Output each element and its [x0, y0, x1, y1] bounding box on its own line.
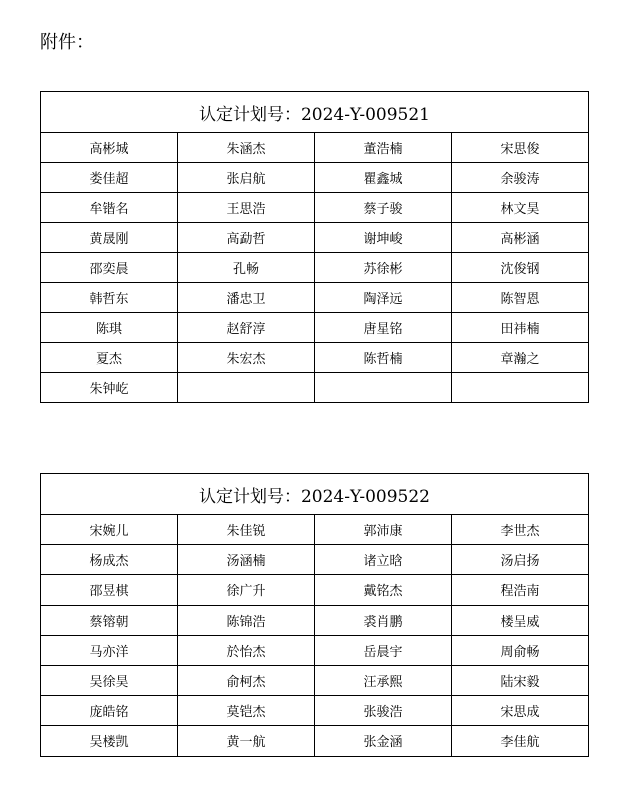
name-cell — [452, 373, 589, 403]
name-cell: 章瀚之 — [452, 343, 589, 373]
name-cell: 宋思俊 — [452, 133, 589, 163]
name-cell: 张骏浩 — [315, 696, 452, 726]
attachment-label: 附件： — [40, 32, 94, 53]
name-cell: 朱钟屹 — [41, 373, 178, 403]
table-row — [41, 726, 589, 756]
name-cell: 林文昊 — [452, 193, 589, 223]
name-cell: 娄佳超 — [41, 163, 178, 193]
name-cell: 岳晨宇 — [315, 635, 452, 665]
table-row — [41, 313, 589, 343]
table-row — [41, 605, 589, 635]
name-cell — [178, 373, 315, 403]
name-cell: 苏徐彬 — [315, 253, 452, 283]
name-cell: 田祎楠 — [452, 313, 589, 343]
plan-title-row — [41, 474, 589, 515]
table-row — [41, 545, 589, 575]
name-cell: 邵奕晨 — [41, 253, 178, 283]
name-cell: 余骏涛 — [452, 163, 589, 193]
name-cell: 张启航 — [178, 163, 315, 193]
name-cell: 陈智恩 — [452, 283, 589, 313]
name-cell: 吴徐昊 — [41, 665, 178, 695]
name-cell — [315, 373, 452, 403]
table-row — [41, 193, 589, 223]
name-cell: 宋婉儿 — [41, 515, 178, 545]
name-cell: 俞柯杰 — [178, 665, 315, 695]
name-cell: 楼呈威 — [452, 605, 589, 635]
name-cell: 汪承熙 — [315, 665, 452, 695]
name-cell: 庞皓铭 — [41, 696, 178, 726]
name-cell: 宋思成 — [452, 696, 589, 726]
name-cell: 蔡镕朝 — [41, 605, 178, 635]
name-cell: 戴铭杰 — [315, 575, 452, 605]
name-cell: 李世杰 — [452, 515, 589, 545]
name-cell: 高勐哲 — [178, 223, 315, 253]
table-row — [41, 665, 589, 695]
name-cell: 潘忠卫 — [178, 283, 315, 313]
name-cell: 赵舒淳 — [178, 313, 315, 343]
table-row — [41, 575, 589, 605]
name-cell: 蔡子骏 — [315, 193, 452, 223]
name-cell: 邵昱棋 — [41, 575, 178, 605]
table-row — [41, 163, 589, 193]
name-cell: 唐星铭 — [315, 313, 452, 343]
name-cell: 黄晟刚 — [41, 223, 178, 253]
name-cell: 吴楼凯 — [41, 726, 178, 756]
name-cell: 陶泽远 — [315, 283, 452, 313]
name-cell: 高彬涵 — [452, 223, 589, 253]
name-cell: 郭沛康 — [315, 515, 452, 545]
name-cell: 黄一航 — [178, 726, 315, 756]
name-cell: 马亦洋 — [41, 635, 178, 665]
name-cell: 陈哲楠 — [315, 343, 452, 373]
name-cell: 陆宋毅 — [452, 665, 589, 695]
name-cell: 徐广升 — [178, 575, 315, 605]
name-cell: 高彬城 — [41, 133, 178, 163]
name-cell: 王思浩 — [178, 193, 315, 223]
plan-table-body — [41, 92, 589, 403]
table-row — [41, 373, 589, 403]
plan-table-1 — [40, 91, 589, 403]
name-cell: 孔畅 — [178, 253, 315, 283]
name-cell: 汤涵楠 — [178, 545, 315, 575]
table-row — [41, 253, 589, 283]
name-cell: 莫铠杰 — [178, 696, 315, 726]
name-cell: 张金涵 — [315, 726, 452, 756]
name-cell: 朱宏杰 — [178, 343, 315, 373]
plan-table-body — [41, 474, 589, 757]
name-cell: 沈俊钢 — [452, 253, 589, 283]
name-cell: 夏杰 — [41, 343, 178, 373]
name-cell: 李佳航 — [452, 726, 589, 756]
plan-title: 认定计划号：2024-Y-009521 — [41, 92, 589, 133]
table-row — [41, 223, 589, 253]
table-row — [41, 696, 589, 726]
name-cell: 朱佳锐 — [178, 515, 315, 545]
name-cell: 牟锴名 — [41, 193, 178, 223]
table-row — [41, 635, 589, 665]
name-cell: 杨成杰 — [41, 545, 178, 575]
name-cell: 陈琪 — [41, 313, 178, 343]
name-cell: 诸立晗 — [315, 545, 452, 575]
name-cell: 周俞畅 — [452, 635, 589, 665]
plan-table-2 — [40, 473, 589, 757]
name-cell: 瞿鑫城 — [315, 163, 452, 193]
name-cell: 谢坤峻 — [315, 223, 452, 253]
name-cell: 於怡杰 — [178, 635, 315, 665]
table-row — [41, 133, 589, 163]
table-row — [41, 283, 589, 313]
name-cell: 朱涵杰 — [178, 133, 315, 163]
name-cell: 裘肖鹏 — [315, 605, 452, 635]
name-cell: 陈锦浩 — [178, 605, 315, 635]
table-row — [41, 343, 589, 373]
name-cell: 韩哲东 — [41, 283, 178, 313]
name-cell: 程浩南 — [452, 575, 589, 605]
plan-title: 认定计划号：2024-Y-009522 — [41, 474, 589, 515]
name-cell: 董浩楠 — [315, 133, 452, 163]
plan-title-row — [41, 92, 589, 133]
name-cell: 汤启扬 — [452, 545, 589, 575]
table-row — [41, 515, 589, 545]
